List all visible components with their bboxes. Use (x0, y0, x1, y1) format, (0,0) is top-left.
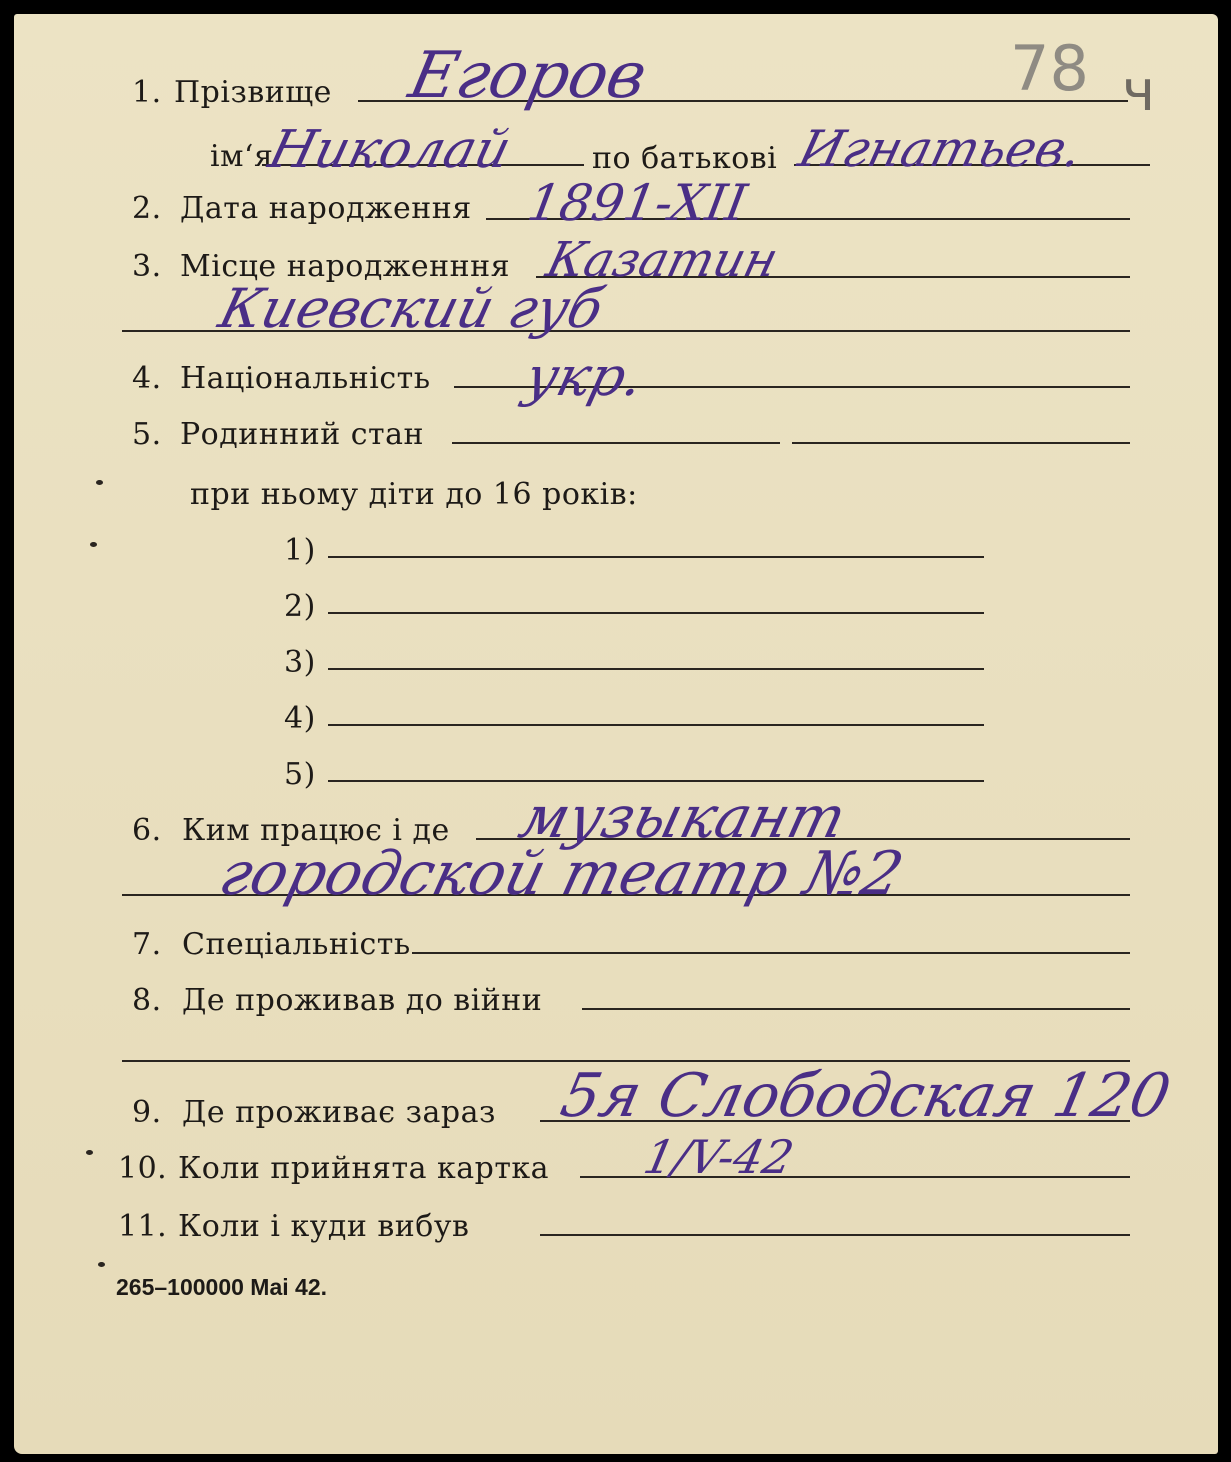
field-10-value: 1/V-42 (639, 1130, 799, 1184)
child-4-label: 4) (284, 701, 316, 736)
child-1-line (328, 556, 984, 558)
field-10-label: Коли прийнята картка (178, 1151, 550, 1186)
field-6-label: Ким працює і де (182, 813, 450, 848)
patronymic-value: Игнатьев. (793, 120, 1089, 178)
child-2-label: 2) (284, 589, 316, 624)
field-4-number: 4. (132, 361, 162, 396)
punch-hole (98, 1262, 105, 1267)
field-6-number: 6. (132, 813, 162, 848)
children-label: при ньому діти до 16 років: (190, 477, 638, 512)
field-5-number: 5. (132, 417, 162, 452)
field-3-value: Казатин (541, 232, 784, 288)
child-3-line (328, 668, 984, 670)
field-1-label: Прізвище (174, 75, 332, 110)
field-2-label: Дата народження (180, 191, 472, 226)
field-11-line (540, 1234, 1130, 1236)
child-5-label: 5) (284, 757, 316, 792)
field-6-value: музыкант (512, 783, 853, 851)
pencil-number: 78 (1010, 32, 1089, 105)
field-7-number: 7. (132, 927, 162, 962)
field-7-line (412, 952, 1130, 954)
field-11-label: Коли і куди вибув (178, 1209, 470, 1244)
child-1-label: 1) (284, 533, 316, 568)
field-2-number: 2. (132, 191, 162, 226)
field-5-label: Родинний стан (180, 417, 425, 452)
first-name-label: ім‘я (210, 139, 274, 174)
field-3-label: Місце народженння (180, 249, 511, 284)
print-code: 265–100000 Mai 42. (116, 1274, 328, 1300)
field-8-number: 8. (132, 983, 162, 1018)
field-8-label: Де проживав до війни (182, 983, 543, 1018)
child-3-label: 3) (284, 645, 316, 680)
punch-hole (90, 542, 97, 547)
field-11-number: 11. (118, 1209, 168, 1244)
field-7-label: Спеціальність (182, 927, 411, 962)
field-9-value: 5я Слободская 120 (554, 1061, 1177, 1131)
field-9-number: 9. (132, 1095, 162, 1130)
field-10-number: 10. (118, 1151, 168, 1186)
child-5-line (328, 780, 984, 782)
field-3-number: 3. (132, 249, 162, 284)
patronymic-label: по батькові (592, 141, 778, 176)
field-4-value: укр. (519, 345, 651, 408)
field-3-value-2: Киевский губ (213, 277, 610, 340)
field-1-value: Егоров (402, 39, 654, 113)
registration-card (14, 14, 1218, 1454)
field-9-label: Де проживає зараз (182, 1095, 496, 1130)
punch-hole (96, 480, 103, 485)
field-2-value: 1891-XII (523, 174, 751, 232)
field-5-line-a (452, 442, 780, 444)
pencil-letter: ч (1122, 59, 1156, 124)
punch-hole (86, 1150, 93, 1155)
field-6-value-2: городской театр №2 (212, 839, 910, 909)
field-4-label: Національність (180, 361, 431, 396)
field-5-line-b (792, 442, 1130, 444)
child-2-line (328, 612, 984, 614)
child-4-line (328, 724, 984, 726)
field-1-number: 1. (132, 75, 162, 110)
first-name-value: Николай (263, 120, 517, 180)
field-8-line (582, 1008, 1130, 1010)
